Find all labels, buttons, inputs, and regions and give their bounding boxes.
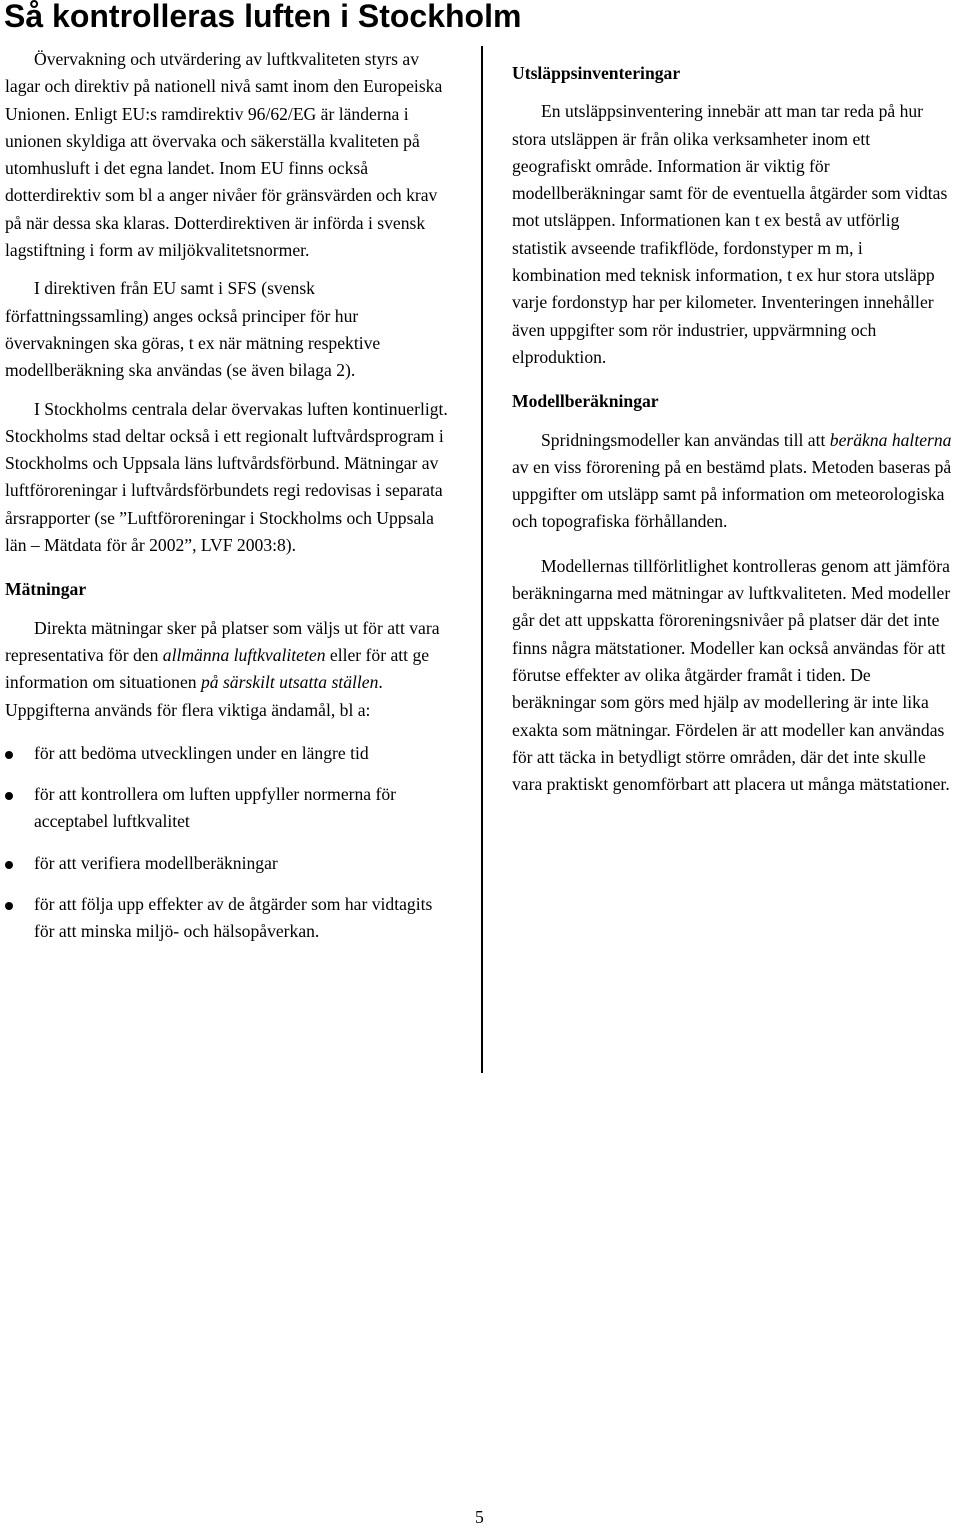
directives-paragraph: I direktiven från EU samt i SFS (svensk författningssamling) anges också principer för hur övervakningen ska göras, t ex när mätning respektive modellberäkning ska användas (se även bilaga 2). <box>5 278 381 381</box>
list-item <box>5 781 451 836</box>
section-heading-utslappsinventeringar: Utsläppsinventeringar <box>512 63 681 83</box>
list-item <box>5 740 451 767</box>
utslapp-paragraph: En utsläppsinventering innebär att man tar reda på hur stora utsläppen är från olika verksamheter inom ett geografiskt område. Information är viktig för modellberäkningar samt för de eventuella åtgärder som vidtas mot utsläppen. Informationen kan t ex bestå av utförlig statistik avseende trafikflöde, fordonstyper m m, i kombination med teknisk information, t ex hur stora utsläpp varje fordonstyp har per kilometer. Inventeringen innehåller även uppgifter som rör industrier, uppvärmning och elproduktion. <box>512 101 948 367</box>
bullet-icon <box>5 861 13 869</box>
matningar-paragraph <box>5 615 451 724</box>
intro-text-a: Övervakning och utvärdering av luftkvaliteten styrs av lagar och direktiv på nationell nivå samt inom den Europeiska Unionen. Enligt EU:s ramdirektiv 96/62/EG är länderna i unionen skyldiga att övervaka och säkerställa kvaliteten på utomhusluft i det egna landet. <box>5 49 443 179</box>
intro-text-b: Inom EU finns också dotterdirektiv som bl a anger nivåer för gränsvärden och krav på när dessa ska klaras. Dotterdirektiven är införda i svensk lagstiftning i form av miljökvalitetsnormer. <box>5 158 438 261</box>
matningar-emphasis-1: allmänna luftkvaliteten <box>162 644 326 665</box>
section-heading-modellberakningar: Modellberäkningar <box>512 391 659 412</box>
modell-emphasis: beräkna halterna <box>829 429 952 450</box>
page-number: 5 <box>475 1507 484 1527</box>
modell-text-b: av en viss förorening på en bestämd plats. Metoden baseras på uppgifter om utsläpp samt på information om meteorologiska och topografiska förhållanden. <box>512 456 952 532</box>
left-column <box>5 46 451 960</box>
list-item-text: för att följa upp effekter av de åtgärder som har vidtagits för att minska miljö- och hälsopåverkan. <box>34 894 433 942</box>
section-heading-matningar: Mätningar <box>5 579 87 600</box>
list-item <box>5 891 451 946</box>
matningar-text-3: . Uppgifterna används för flera viktiga ändamål, bl a: <box>5 672 383 720</box>
bullet-icon <box>5 902 13 910</box>
modell-paragraph-1 <box>512 427 952 536</box>
bullet-icon <box>5 751 13 759</box>
matningar-text-1: Direkta mätningar sker på platser som väljs ut för att vara representativa för den <box>5 617 440 665</box>
modell-paragraph-2: Modellernas tillförlitlighet kontrolleras genom att jämföra beräkningarna med mätningar av luftkvaliteten. Med modeller går det att uppskatta föroreningsnivåer på platser där det inte finns några mätstationer. Modeller kan också användas för att förutse effekter av olika åtgärder framåt i tiden. De beräkningar som görs med hjälp av modellering är inte lika exakta som mätningar. Fördelen är att modeller kan användas för att täcka in betydligt större områden, där det inte skulle vara praktiskt genomförbart att placera ut många mätstationer. <box>512 555 951 795</box>
page-title: Så kontrolleras luften i Stockholm <box>4 0 522 34</box>
purpose-list <box>5 740 451 946</box>
modell-text-a: Spridningsmodeller kan användas till att <box>541 429 830 450</box>
stockholm-monitoring-paragraph: I Stockholms centrala delar övervakas luften kontinuerligt. Stockholms stad deltar också i ett regionalt luftvårdsprogram i Stockholms och Uppsala läns luftvårdsförbund. Mätningar av luftföroreningar i luftvårdsförbundets regi redovisas i separata årsrapporter (se ”Luftföroreningar i Stockholms och Uppsala län – Mätdata för år 2002”, LVF 2003:8). <box>5 398 448 556</box>
list-item-text: för att kontrollera om luften uppfyller normerna för acceptabel luftkvalitet <box>34 784 397 832</box>
list-item <box>5 850 451 877</box>
list-item-text: för att verifiera modellberäkningar <box>34 852 278 873</box>
intro-paragraph <box>5 46 451 264</box>
column-divider <box>481 46 483 1073</box>
matningar-emphasis-2: på särskilt utsatta ställen <box>200 672 379 693</box>
matningar-text-2: eller för att ge information om situationen <box>5 644 430 693</box>
list-item-text: för att bedöma utvecklingen under en längre tid <box>34 742 369 763</box>
bullet-icon <box>5 792 13 800</box>
right-column <box>512 60 952 798</box>
